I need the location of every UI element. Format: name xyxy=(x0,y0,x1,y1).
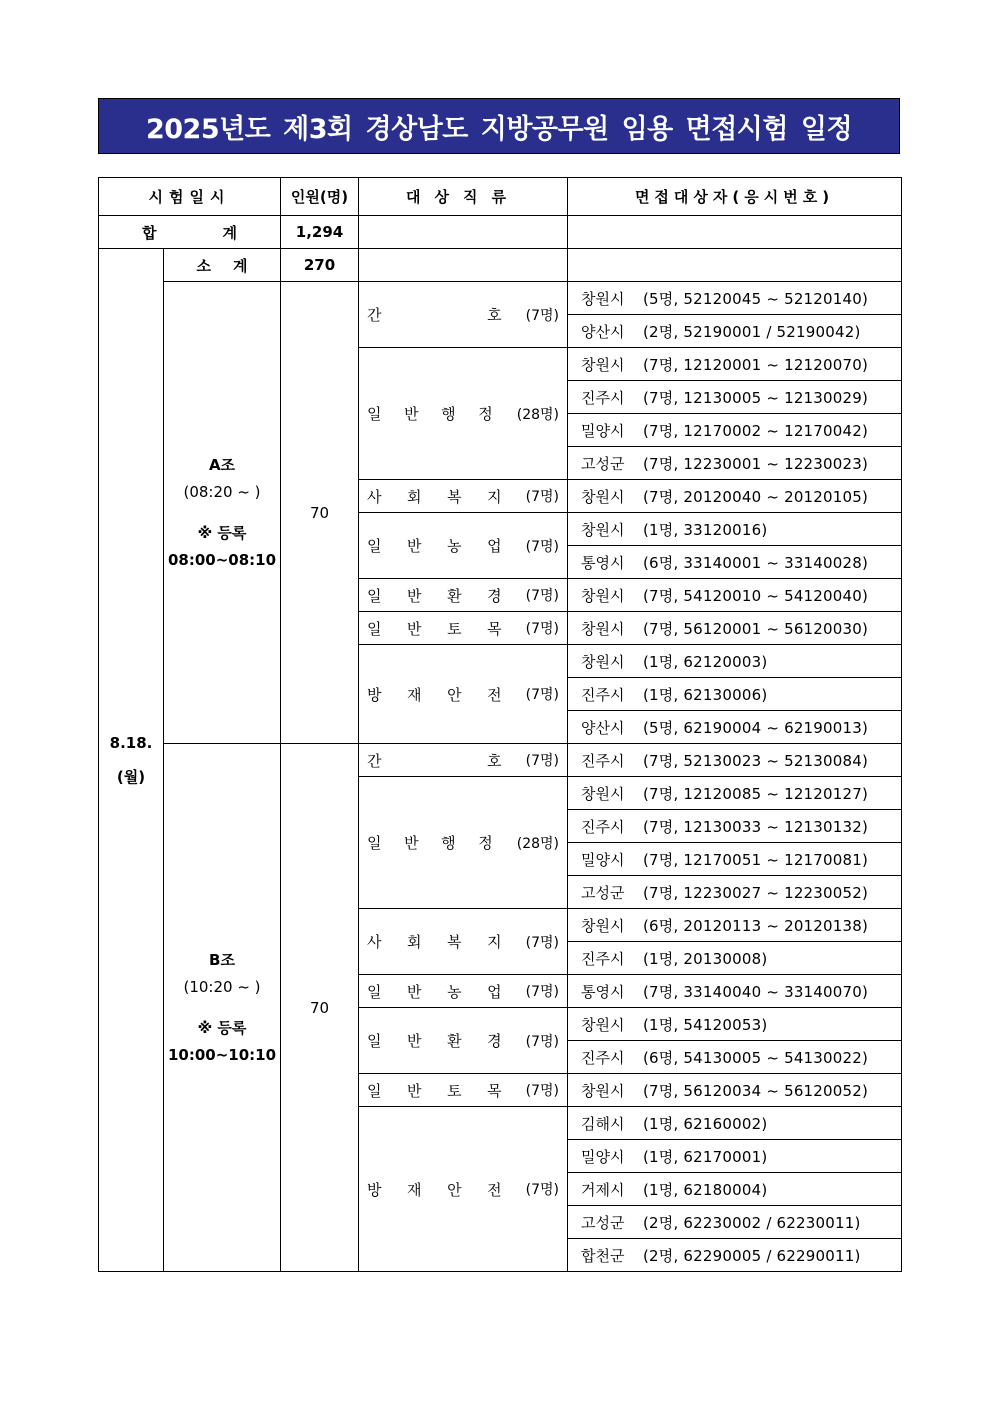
target-cell xyxy=(568,711,902,744)
job-name-char: 반 xyxy=(407,982,422,1001)
target-city: 진주시 xyxy=(581,949,625,968)
target-city: 창원시 xyxy=(581,916,625,935)
target-cell xyxy=(568,282,902,315)
header-count: 인원(명) xyxy=(281,178,359,216)
target-cell xyxy=(568,1008,902,1041)
total-label-b: 계 xyxy=(222,223,237,242)
job-cell xyxy=(359,1008,568,1074)
job-name-char: 사 xyxy=(367,933,382,951)
target-cell xyxy=(568,1140,902,1173)
job-name xyxy=(367,1080,526,1101)
table-row xyxy=(99,744,902,777)
target-cell xyxy=(568,612,902,645)
job-count: (7명) xyxy=(525,307,559,324)
target-cell xyxy=(568,678,902,711)
target-city: 고성군 xyxy=(581,1213,625,1232)
target-city: 진주시 xyxy=(581,751,625,770)
target-candidate-range: (1명, 33120016) xyxy=(643,520,768,539)
target-cell xyxy=(568,810,902,843)
target-city: 창원시 xyxy=(581,784,625,803)
subtotal-label-a: 소 xyxy=(196,256,211,275)
job-name-char: 업 xyxy=(487,537,502,555)
job-name-char: 일 xyxy=(367,834,382,852)
job-name-char: 안 xyxy=(447,685,462,704)
target-candidate-range: (1명, 54120053) xyxy=(643,1015,768,1034)
target-city: 창원시 xyxy=(581,487,625,506)
group-name: A조 xyxy=(208,455,236,474)
target-cell xyxy=(568,645,902,678)
target-candidate-range: (2명, 62290005 / 62290011) xyxy=(643,1246,861,1265)
target-candidate-range: (5명, 62190004 ~ 62190013) xyxy=(643,718,869,737)
target-cell xyxy=(568,513,902,546)
target-city: 창원시 xyxy=(581,1081,625,1100)
job-cell xyxy=(359,282,568,348)
job-cell xyxy=(359,348,568,480)
job-name-char: 전 xyxy=(487,685,502,704)
target-city: 밀양시 xyxy=(581,1147,625,1166)
job-name-char: 호 xyxy=(487,751,502,770)
subtotal-label xyxy=(164,249,281,282)
job-name xyxy=(367,486,526,507)
job-name xyxy=(367,1030,526,1051)
target-city: 합천군 xyxy=(581,1246,625,1265)
job-name xyxy=(367,585,526,606)
target-candidate-range: (7명, 54120010 ~ 54120040) xyxy=(643,586,869,605)
job-name-char: 업 xyxy=(487,982,502,1001)
target-cell xyxy=(568,546,902,579)
target-cell xyxy=(568,1074,902,1107)
target-city: 양산시 xyxy=(581,322,625,341)
job-name-char: 안 xyxy=(447,1180,462,1199)
total-label xyxy=(99,216,281,249)
target-candidate-range: (7명, 12230027 ~ 12230052) xyxy=(643,883,869,902)
target-candidate-range: (7명, 12130005 ~ 12130029) xyxy=(643,388,869,407)
job-name-char: 정 xyxy=(478,834,493,852)
job-name-char: 토 xyxy=(447,1081,462,1100)
target-cell xyxy=(568,942,902,975)
job-name-char: 경 xyxy=(487,586,502,605)
target-cell xyxy=(568,1173,902,1206)
job-name-char: 일 xyxy=(367,982,382,1001)
group-registration-label: ※ 등록 xyxy=(197,1018,247,1037)
job-cell xyxy=(359,645,568,744)
target-city: 거제시 xyxy=(581,1180,625,1199)
target-city: 밀양시 xyxy=(581,421,625,440)
job-name-char: 행 xyxy=(441,834,456,852)
target-candidate-range: (7명, 12120001 ~ 12120070) xyxy=(643,355,869,374)
job-count: (7명) xyxy=(525,753,559,769)
job-name xyxy=(367,618,526,639)
job-name-char: 일 xyxy=(367,1032,382,1050)
exam-date-day: 8.18. xyxy=(109,734,153,752)
subtotal-count: 270 xyxy=(281,249,359,282)
total-empty-job xyxy=(359,216,568,249)
group-cell xyxy=(164,282,281,744)
group-registration-time: 08:00~08:10 xyxy=(167,550,277,569)
target-candidate-range: (7명, 12230001 ~ 12230023) xyxy=(643,454,869,473)
group-count: 70 xyxy=(281,744,359,1272)
job-name-char: 전 xyxy=(487,1180,502,1199)
target-candidate-range: (1명, 62120003) xyxy=(643,652,768,671)
job-name-char: 반 xyxy=(407,619,422,638)
job-count: (7명) xyxy=(525,538,559,555)
target-cell xyxy=(568,480,902,513)
job-count: (7명) xyxy=(525,984,559,1000)
job-name-char: 환 xyxy=(447,586,462,605)
target-candidate-range: (5명, 52120045 ~ 52120140) xyxy=(643,289,869,308)
target-candidate-range: (1명, 62160002) xyxy=(643,1114,768,1133)
job-name xyxy=(367,1179,526,1200)
total-count: 1,294 xyxy=(281,216,359,249)
target-city: 김해시 xyxy=(581,1114,625,1133)
group-start-time: (10:20 ~ ) xyxy=(183,977,261,996)
target-cell xyxy=(568,909,902,942)
group-start-time: (08:20 ~ ) xyxy=(183,482,261,501)
job-name-char: 반 xyxy=(407,537,422,555)
job-name-char: 지 xyxy=(487,487,502,506)
target-candidate-range: (7명, 56120034 ~ 56120052) xyxy=(643,1081,869,1100)
job-count: (7명) xyxy=(525,1182,559,1198)
target-candidate-range: (7명, 52130023 ~ 52130084) xyxy=(643,751,869,770)
job-name-char: 농 xyxy=(447,982,462,1001)
target-cell xyxy=(568,315,902,348)
job-name-char: 토 xyxy=(447,619,462,638)
job-name-char: 목 xyxy=(487,619,502,638)
job-name-char: 간 xyxy=(367,306,382,324)
job-name-char: 간 xyxy=(367,751,382,770)
target-city: 양산시 xyxy=(581,718,625,737)
target-city: 창원시 xyxy=(581,652,625,671)
job-count: (7명) xyxy=(525,1033,559,1050)
job-cell xyxy=(359,744,568,777)
page-title: 2025년도 제3회 경상남도 지방공무원 임용 면접시험 일정 xyxy=(98,98,900,154)
subtotal-empty-job xyxy=(359,249,568,282)
job-name-char: 방 xyxy=(367,685,382,704)
table-header-row xyxy=(99,178,902,216)
job-name-char: 경 xyxy=(487,1032,502,1050)
target-city: 진주시 xyxy=(581,685,625,704)
job-count: (28명) xyxy=(516,835,559,852)
job-name-char: 방 xyxy=(367,1180,382,1199)
subtotal-empty-target xyxy=(568,249,902,282)
job-name-char: 반 xyxy=(407,1032,422,1050)
job-name-char: 정 xyxy=(478,405,493,423)
target-candidate-range: (7명, 33140040 ~ 33140070) xyxy=(643,982,869,1001)
job-name xyxy=(367,750,526,771)
target-city: 고성군 xyxy=(581,883,625,902)
job-name xyxy=(367,832,517,853)
job-name-char: 일 xyxy=(367,1081,382,1100)
target-candidate-range: (7명, 20120040 ~ 20120105) xyxy=(643,487,869,506)
group-registration-time: 10:00~10:10 xyxy=(167,1045,277,1064)
target-city: 밀양시 xyxy=(581,850,625,869)
subtotal-row xyxy=(99,249,902,282)
target-city: 창원시 xyxy=(581,619,625,638)
job-cell xyxy=(359,777,568,909)
exam-date-weekday: (월) xyxy=(116,768,146,786)
job-name-char: 일 xyxy=(367,537,382,555)
job-count: (7명) xyxy=(525,489,559,505)
target-cell xyxy=(568,777,902,810)
job-name-char: 호 xyxy=(487,306,502,324)
target-candidate-range: (7명, 12120085 ~ 12120127) xyxy=(643,784,869,803)
target-candidate-range: (2명, 52190001 / 52190042) xyxy=(643,322,861,341)
target-city: 고성군 xyxy=(581,454,625,473)
job-name-char: 사 xyxy=(367,487,382,506)
target-candidate-range: (2명, 62230002 / 62230011) xyxy=(643,1213,861,1232)
target-candidate-range: (1명, 62180004) xyxy=(643,1180,768,1199)
target-cell xyxy=(568,1206,902,1239)
job-name-char: 반 xyxy=(404,834,419,852)
target-candidate-range: (1명, 62170001) xyxy=(643,1147,768,1166)
target-city: 진주시 xyxy=(581,388,625,407)
target-city: 창원시 xyxy=(581,586,625,605)
job-name xyxy=(367,684,526,705)
job-name-char: 반 xyxy=(407,1081,422,1100)
target-city: 진주시 xyxy=(581,817,625,836)
job-name xyxy=(367,535,526,556)
group-name: B조 xyxy=(209,950,235,969)
job-count: (7명) xyxy=(525,1083,559,1099)
job-name-char: 재 xyxy=(407,685,422,704)
job-name-char: 복 xyxy=(447,487,462,506)
target-city: 진주시 xyxy=(581,1048,625,1067)
job-name-char: 목 xyxy=(487,1081,502,1100)
target-cell xyxy=(568,1239,902,1272)
job-name-char: 일 xyxy=(367,586,382,605)
job-count: (28명) xyxy=(516,406,559,423)
target-candidate-range: (1명, 20130008) xyxy=(643,949,768,968)
job-count: (7명) xyxy=(525,588,559,604)
job-name-char: 반 xyxy=(404,405,419,423)
job-cell xyxy=(359,579,568,612)
job-count: (7명) xyxy=(525,621,559,637)
target-city: 통영시 xyxy=(581,553,625,572)
target-candidate-range: (7명, 12170002 ~ 12170042) xyxy=(643,421,869,440)
total-empty-target xyxy=(568,216,902,249)
target-candidate-range: (7명, 12170051 ~ 12170081) xyxy=(643,850,869,869)
target-cell xyxy=(568,975,902,1008)
header-job: 대상직류 xyxy=(359,178,568,216)
job-name-char: 회 xyxy=(407,933,422,951)
job-count: (7명) xyxy=(525,934,559,951)
group-count: 70 xyxy=(281,282,359,744)
target-candidate-range: (7명, 12130033 ~ 12130132) xyxy=(643,817,869,836)
target-candidate-range: (6명, 33140001 ~ 33140028) xyxy=(643,553,869,572)
job-cell xyxy=(359,909,568,975)
job-name xyxy=(367,403,517,424)
target-candidate-range: (6명, 54130005 ~ 54130022) xyxy=(643,1048,869,1067)
job-name-char: 일 xyxy=(367,405,382,423)
job-cell xyxy=(359,1074,568,1107)
job-cell xyxy=(359,612,568,645)
subtotal-label-b: 계 xyxy=(233,256,248,275)
exam-date xyxy=(99,249,164,1272)
header-date: 시험일시 xyxy=(99,178,281,216)
job-cell xyxy=(359,1107,568,1272)
target-cell xyxy=(568,1041,902,1074)
job-name-char: 재 xyxy=(407,1180,422,1199)
target-cell xyxy=(568,876,902,909)
job-cell xyxy=(359,513,568,579)
target-cell xyxy=(568,348,902,381)
target-city: 통영시 xyxy=(581,982,625,1001)
target-cell xyxy=(568,579,902,612)
target-candidate-range: (6명, 20120113 ~ 20120138) xyxy=(643,916,869,935)
job-name-char: 행 xyxy=(441,405,456,423)
job-cell xyxy=(359,480,568,513)
job-name-char: 환 xyxy=(447,1032,462,1050)
target-candidate-range: (1명, 62130006) xyxy=(643,685,768,704)
target-cell xyxy=(568,843,902,876)
job-name-char: 일 xyxy=(367,619,382,638)
job-name xyxy=(367,981,526,1002)
target-cell xyxy=(568,447,902,480)
job-cell xyxy=(359,975,568,1008)
total-row xyxy=(99,216,902,249)
header-target: 면접대상자(응시번호) xyxy=(568,178,902,216)
target-cell xyxy=(568,381,902,414)
group-cell xyxy=(164,744,281,1272)
job-name-char: 회 xyxy=(407,487,422,506)
job-count: (7명) xyxy=(525,687,559,703)
job-name-char: 지 xyxy=(487,933,502,951)
table-row xyxy=(99,282,902,315)
job-name xyxy=(367,304,526,325)
target-city: 창원시 xyxy=(581,355,625,374)
total-label-a: 합 xyxy=(142,223,157,242)
job-name-char: 농 xyxy=(447,537,462,555)
interview-schedule-table xyxy=(98,177,902,1272)
group-registration-label: ※ 등록 xyxy=(197,523,247,542)
target-candidate-range: (7명, 56120001 ~ 56120030) xyxy=(643,619,869,638)
target-cell xyxy=(568,414,902,447)
target-cell xyxy=(568,744,902,777)
target-city: 창원시 xyxy=(581,520,625,539)
target-city: 창원시 xyxy=(581,289,625,308)
job-name xyxy=(367,931,526,952)
job-name-char: 복 xyxy=(447,933,462,951)
target-city: 창원시 xyxy=(581,1015,625,1034)
target-cell xyxy=(568,1107,902,1140)
job-name-char: 반 xyxy=(407,586,422,605)
